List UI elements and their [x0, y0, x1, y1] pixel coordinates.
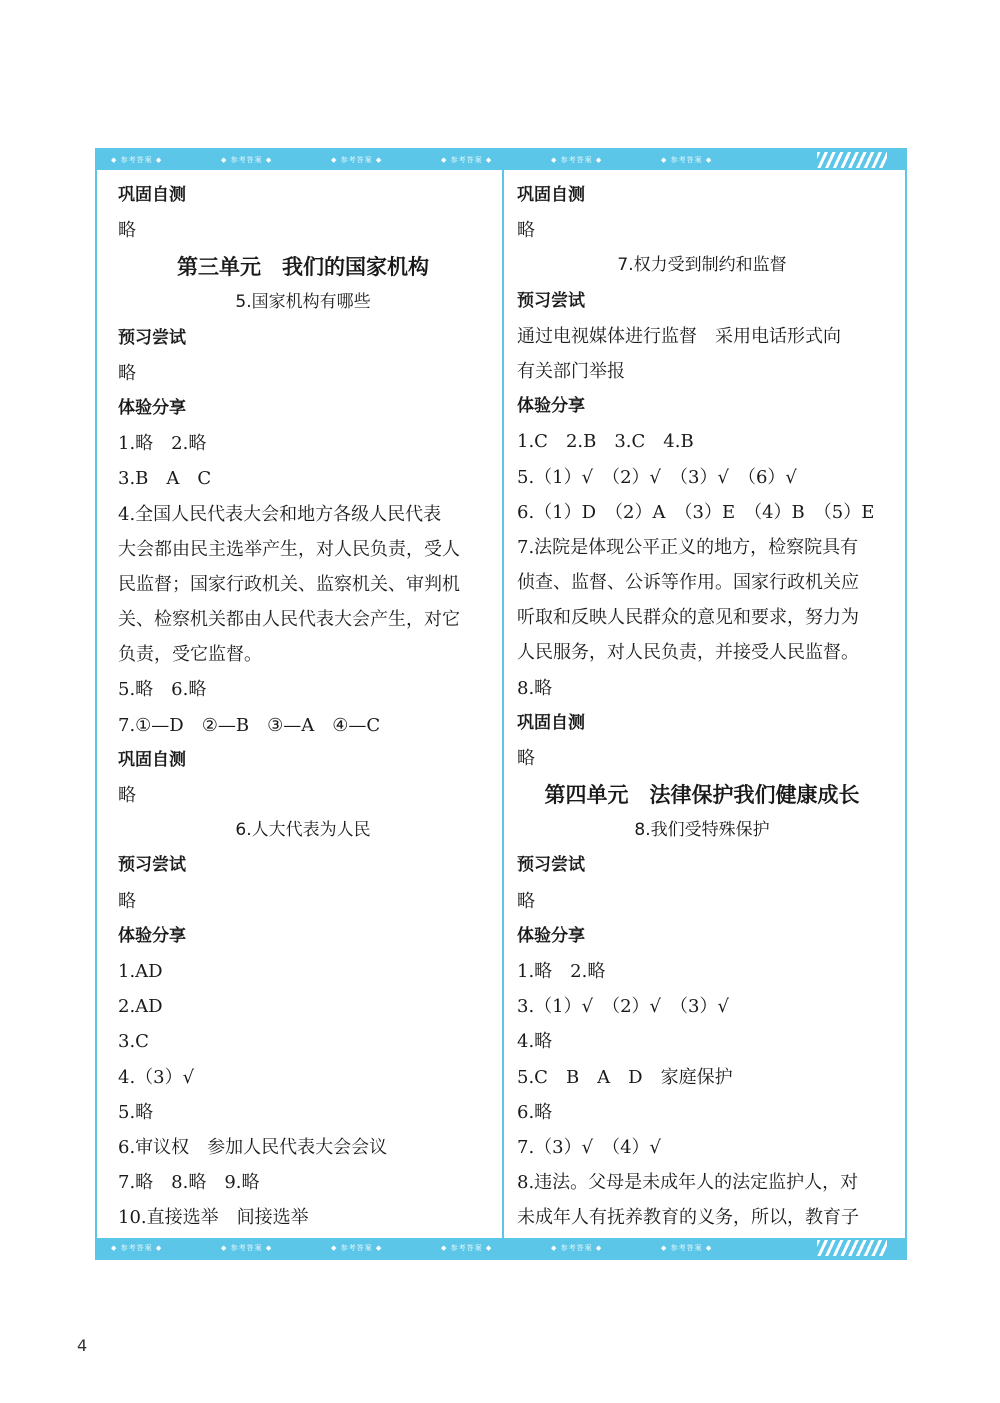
answer-line: 1.AD	[118, 960, 163, 982]
answer-line: 人民服务，对人民负责，并接受人民监督。	[517, 642, 859, 664]
band-tag: ◆ 参考答案 ◆	[111, 1244, 163, 1252]
answer-line: 未成年人有抚养教育的义务，所以，教育子	[517, 1207, 859, 1229]
answer-line: 2.AD	[118, 996, 163, 1018]
answer-line: 略	[118, 220, 136, 242]
section-heading: 体验分享	[118, 925, 186, 946]
bottom-decor-band	[97, 1238, 905, 1258]
lesson-title: 8.我们受特殊保护	[634, 820, 770, 841]
section-heading: 巩固自测	[118, 749, 186, 770]
answer-line: 通过电视媒体进行监督 采用电话形式向	[517, 325, 841, 347]
top-decor-band	[97, 150, 905, 170]
answer-line: 负责，受它监督。	[118, 644, 262, 666]
answer-line: 7.（3）√ （4）√	[517, 1136, 662, 1158]
answer-line: 4.略	[517, 1031, 553, 1053]
answer-line: 3.B A C	[118, 468, 212, 490]
stripe-decoration	[817, 1240, 887, 1256]
answer-line: 6.（1）D （2）A （3）E （4）B （5）E	[517, 501, 875, 523]
band-tag: ◆ 参考答案 ◆	[661, 1244, 713, 1252]
band-tag: ◆ 参考答案 ◆	[551, 1244, 603, 1252]
answer-line: 1.略 2.略	[118, 433, 207, 455]
answer-line: 8.略	[517, 677, 553, 699]
answer-line: 略	[517, 890, 535, 912]
answer-line: 5.（1）√ （2）√ （3）√ （6）√	[517, 466, 797, 488]
answer-line: 略	[118, 890, 136, 912]
answer-line: 略	[517, 220, 535, 242]
section-heading: 预习尝试	[517, 855, 585, 876]
answer-line: 3.（1）√ （2）√ （3）√	[517, 996, 729, 1018]
answer-line: 略	[517, 748, 535, 769]
answer-line: 1.C 2.B 3.C 4.B	[517, 431, 694, 453]
answer-line: 6.略	[517, 1101, 553, 1123]
answer-line: 4.（3）√	[118, 1066, 195, 1088]
answer-line: 1.略 2.略	[517, 960, 606, 982]
answer-line: 6.审议权 参加人民代表大会会议	[118, 1136, 388, 1158]
answer-line: 7.①—D ②—B ③—A ④—C	[118, 714, 381, 736]
answer-line: 民监督；国家行政机关、监察机关、审判机	[118, 573, 460, 595]
answer-line: 8.违法。父母是未成年人的法定监护人，对	[517, 1172, 859, 1194]
answer-line: 关、检察机关都由人民代表大会产生，对它	[118, 609, 460, 631]
band-tag: ◆ 参考答案 ◆	[221, 1244, 273, 1252]
section-heading: 体验分享	[517, 396, 585, 417]
band-tag: ◆ 参考答案 ◆	[661, 156, 713, 164]
answer-line: 5.略	[118, 1101, 154, 1123]
section-heading: 巩固自测	[517, 712, 585, 733]
answer-line: 4.全国人民代表大会和地方各级人民代表	[118, 503, 442, 525]
column-divider	[502, 170, 504, 1238]
band-tag: ◆ 参考答案 ◆	[111, 156, 163, 164]
answer-line: 7.法院是体现公平正义的地方，检察院具有	[517, 536, 859, 558]
section-heading: 预习尝试	[517, 290, 585, 311]
answer-line: 略	[118, 785, 136, 806]
answer-line: 有关部门举报	[517, 360, 625, 382]
section-heading: 体验分享	[118, 397, 186, 418]
band-tag: ◆ 参考答案 ◆	[441, 156, 493, 164]
stripe-decoration	[817, 152, 887, 168]
page-number: 4	[77, 1336, 88, 1355]
answer-line: 5.略 6.略	[118, 679, 207, 701]
answer-line: 大会都由民主选举产生，对人民负责，受人	[118, 538, 460, 560]
answer-line: 3.C	[118, 1031, 149, 1053]
right-column	[517, 178, 887, 1235]
section-heading: 体验分享	[517, 925, 585, 946]
lesson-title: 5.国家机构有哪些	[235, 292, 371, 313]
answer-line: 侦查、监督、公诉等作用。国家行政机关应	[517, 572, 859, 594]
answer-line: 7.略 8.略 9.略	[118, 1172, 260, 1194]
band-tag: ◆ 参考答案 ◆	[221, 156, 273, 164]
answer-line: 5.C B A D 家庭保护	[517, 1066, 733, 1088]
section-heading: 巩固自测	[118, 185, 186, 205]
answer-line: 略	[118, 362, 136, 384]
lesson-title: 6.人大代表为人民	[235, 820, 371, 841]
band-tag: ◆ 参考答案 ◆	[331, 1244, 383, 1252]
band-tag: ◆ 参考答案 ◆	[551, 156, 603, 164]
section-heading: 预习尝试	[118, 855, 186, 876]
unit-title: 第三单元 我们的国家机构	[177, 254, 429, 280]
section-heading: 巩固自测	[517, 185, 585, 205]
answer-line: 10.直接选举 间接选举	[118, 1207, 309, 1229]
left-column	[118, 178, 488, 1235]
lesson-title: 7.权力受到制约和监督	[617, 255, 787, 276]
band-tag: ◆ 参考答案 ◆	[331, 156, 383, 164]
unit-title: 第四单元 法律保护我们健康成长	[544, 782, 860, 808]
section-heading: 预习尝试	[118, 327, 186, 348]
answer-line: 听取和反映人民群众的意见和要求，努力为	[517, 607, 859, 629]
band-tag: ◆ 参考答案 ◆	[441, 1244, 493, 1252]
